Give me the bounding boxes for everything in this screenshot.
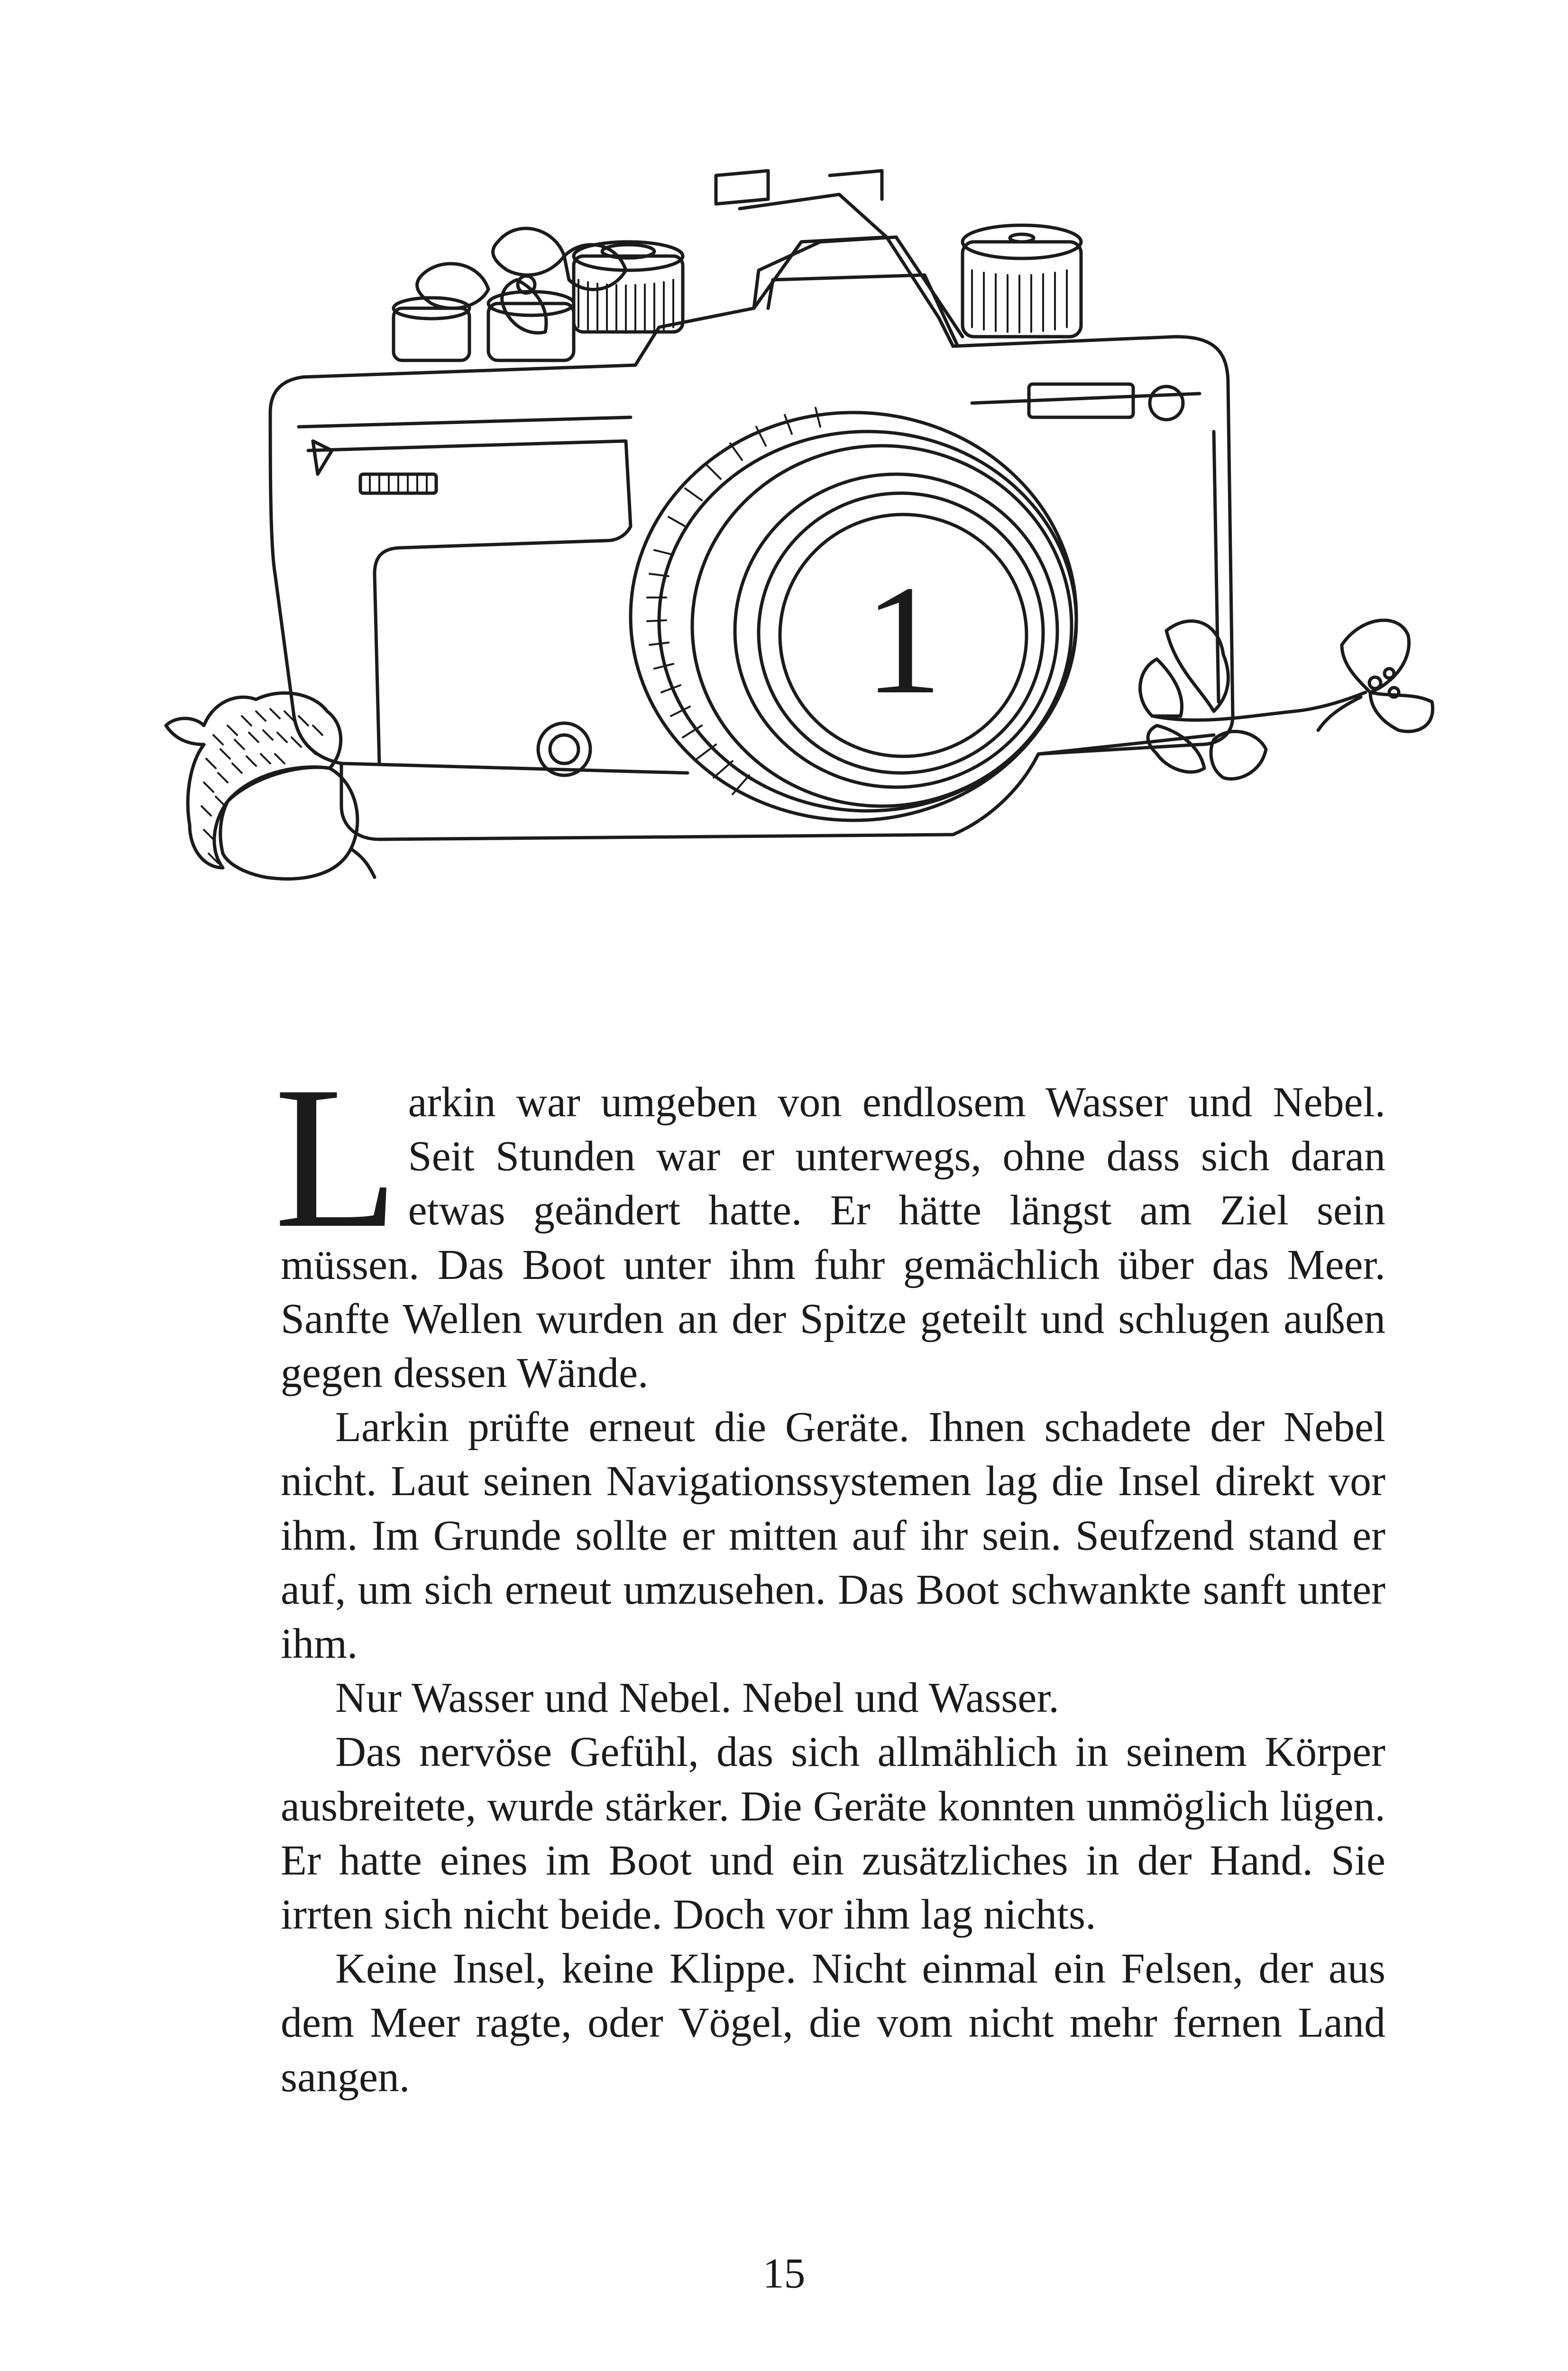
acorn-icon — [166, 693, 375, 879]
camera-with-flowers-icon — [156, 100, 1508, 882]
chapter-number: 1 — [864, 553, 943, 726]
chapter-illustration — [156, 100, 1508, 882]
paragraph: Larkin prüfte erneut die Geräte. Ihnen schadete der Nebel nicht. Laut seinen Navigationssystemen lag die Insel direkt vor ihm. Im Grunde sollte er mitten auf ihr sein. Seufzend stand er auf, um sich erneut umzusehen. Das Boot schwankte sanft unter ihm. — [281, 1404, 1385, 1668]
paragraph — [274, 1045, 1385, 1400]
lens-icon — [631, 408, 1076, 820]
paragraph: Keine Insel, keine Klippe. Nicht einmal ein Felsen, der aus dem Meer ragte, oder Vögel, die vom nicht mehr fernen Land sangen. — [281, 1945, 1385, 2101]
chapter-text — [274, 1045, 1385, 2104]
drop-cap: L — [274, 1045, 399, 1270]
paragraph: Das nervöse Gefühl, das sich allmählich in seinem Körper ausbreitete, wurde stärker. Die Geräte konnten unmöglich lügen. Er hatte eines im Boot und ein zusätzliches in der Hand. Sie irrten sich nicht beide. Doch vor ihm lag nichts. — [281, 1728, 1385, 1939]
page-number: 15 — [762, 2250, 806, 2297]
camera-body — [270, 171, 1233, 839]
paragraph: Nur Wasser und Nebel. Nebel und Wasser. — [335, 1674, 1059, 1722]
flower-icon — [1140, 620, 1433, 779]
paragraph-text: arkin war umgeben von endlosem Wasser und Nebel. Seit Stunden war er unterwegs, ohne dass sich daran etwas geändert hatte. Er hätte längst am Ziel sein müssen. Das Boot unter ihm fuhr gemächlich über das Meer. Sanfte Wellen wurden an der Spitze geteilt und schlugen außen gegen dessen Wände. — [281, 1079, 1385, 1397]
